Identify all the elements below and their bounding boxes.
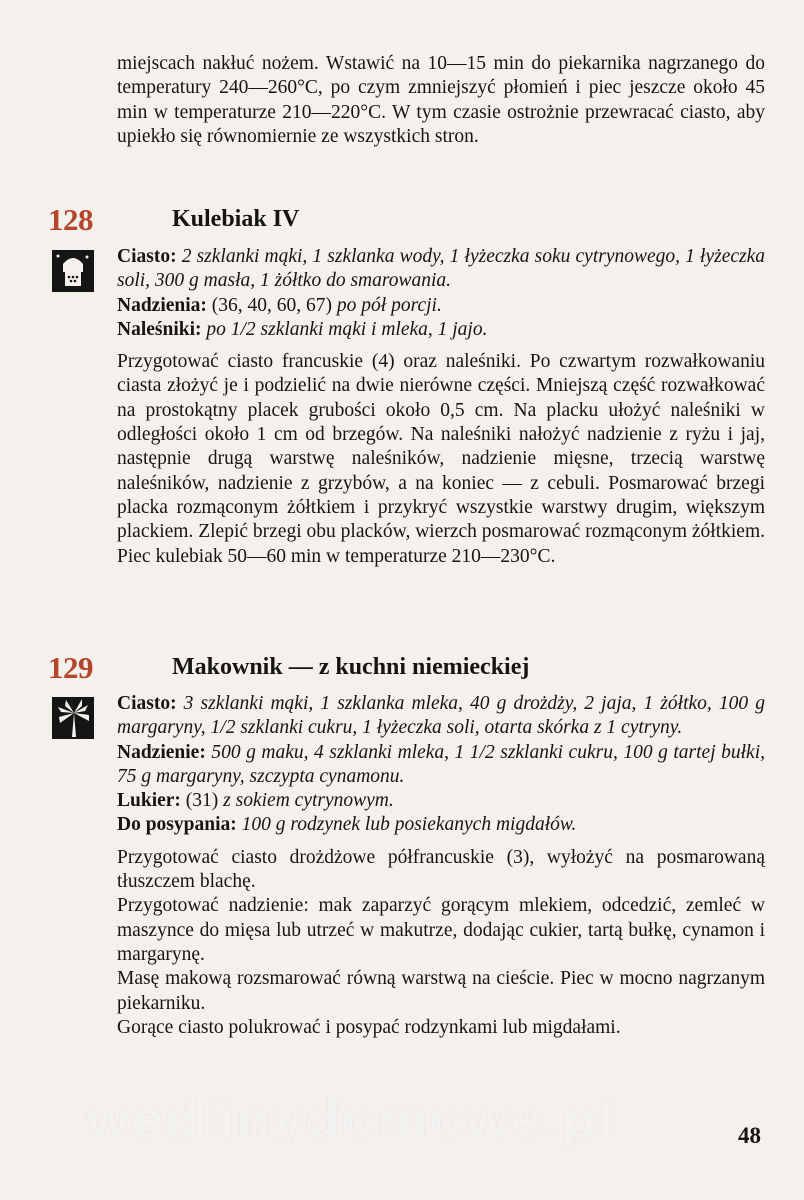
ingredient-line: Lukier: (31) z sokiem cytrynowym.: [117, 790, 394, 812]
recipe-title: Kulebiak IV: [172, 206, 300, 232]
method-paragraph: Przygotować ciasto francuskie (4) oraz naleśniki. Po czwartym rozwałkowaniu ciasta złożyć je i podzielić na dwie nierówne części. Mniejszą część rozwałkować na prostokątny placek grubości około 0,5 cm. Na placku ułożyć naleśniki w odległości około 1 cm od brzegów. Na naleśniki nałożyć nadzienie z ryżu i jaj, następnie drugą warstwę naleśników, nadzienie mięsne, trzecią warstwę naleśników, nadzienie z grzybów, a na koniec — z cebuli. Posmarować brzegi placka rozmąconym żółtkiem i przykryć wszystkie warstwy drugim, większym plackiem. Zlepić brzegi obu placków, wierzch posmarować rozmąconym żółtkiem. Piec kulebiak 50—60 min w temperaturze 210—230°C.: [117, 351, 765, 567]
salt-shaker-icon: [52, 250, 94, 292]
ingredient-line: Nadzienia: (36, 40, 60, 67) po pół porcji.: [117, 294, 442, 316]
recipe-128-body: [117, 245, 765, 569]
recipe-129-body: [117, 692, 765, 1040]
ingredient-line: Naleśniki: po 1/2 szklanki mąki i mleka, 1 jajo.: [117, 318, 488, 340]
method-paragraph: Masę makową rozsmarować równą warstwą na cieście. Piec w mocno nagrzanym piekarniku.: [117, 968, 765, 1014]
recipe-title: Makownik — z kuchni niemieckiej: [172, 654, 530, 680]
palm-tree-icon: [52, 697, 94, 739]
recipe-number: 129: [48, 650, 93, 685]
ingredient-line: Ciasto: 3 szklanki mąki, 1 szklanka mleka, 40 g drożdży, 2 jaja, 1 żółtko, 100 g margaryny, 1/2 szklanki cukru, 1 łyżeczka soli, otarta skórka z 1 cytryny.: [117, 693, 765, 739]
intro-paragraph: miejscach nakłuć nożem. Wstawić na 10—15 min do piekarnika nagrzanego do temperatury 240—260°C, po czym zmniejszyć płomień i piec jeszcze około 45 min w temperaturze 210—220°C. W tym czasie ostrożnie przewracać ciasto, aby upiekło się równomiernie ze wszystkich stron.: [117, 53, 765, 147]
method-paragraph: Przygotować ciasto drożdżowe półfrancuskie (3), wyłożyć na posmarowaną tłuszczem blachę.: [117, 846, 765, 893]
recipe-number: 128: [48, 202, 93, 237]
method-paragraph: Gorące ciasto polukrować i posypać rodzynkami lub migdałami.: [117, 1016, 621, 1038]
watermark: wedlinydomowe.pl: [86, 1087, 616, 1150]
page-number: 48: [738, 1123, 761, 1148]
ingredient-line: Nadzienie: 500 g maku, 4 szklanki mleka, 1 1/2 szklanki cukru, 100 g tartej bułki, 75 g margaryny, szczypta cynamonu.: [117, 741, 765, 787]
method-paragraph: Przygotować nadzienie: mak zaparzyć gorącym mlekiem, odcedzić, zemleć w maszynce do mięsa lub utrzeć w makutrze, dodając cukier, tartą bułkę, cynamon i margarynę.: [117, 895, 765, 965]
ingredient-line: Do posypania: 100 g rodzynek lub posiekanych migdałów.: [117, 814, 577, 836]
ingredient-line: Ciasto: 2 szklanki mąki, 1 szklanka wody, 1 łyżeczka soku cytrynowego, 1 łyżeczka soli, 300 g masła, 1 żółtko do smarowania.: [117, 246, 765, 292]
